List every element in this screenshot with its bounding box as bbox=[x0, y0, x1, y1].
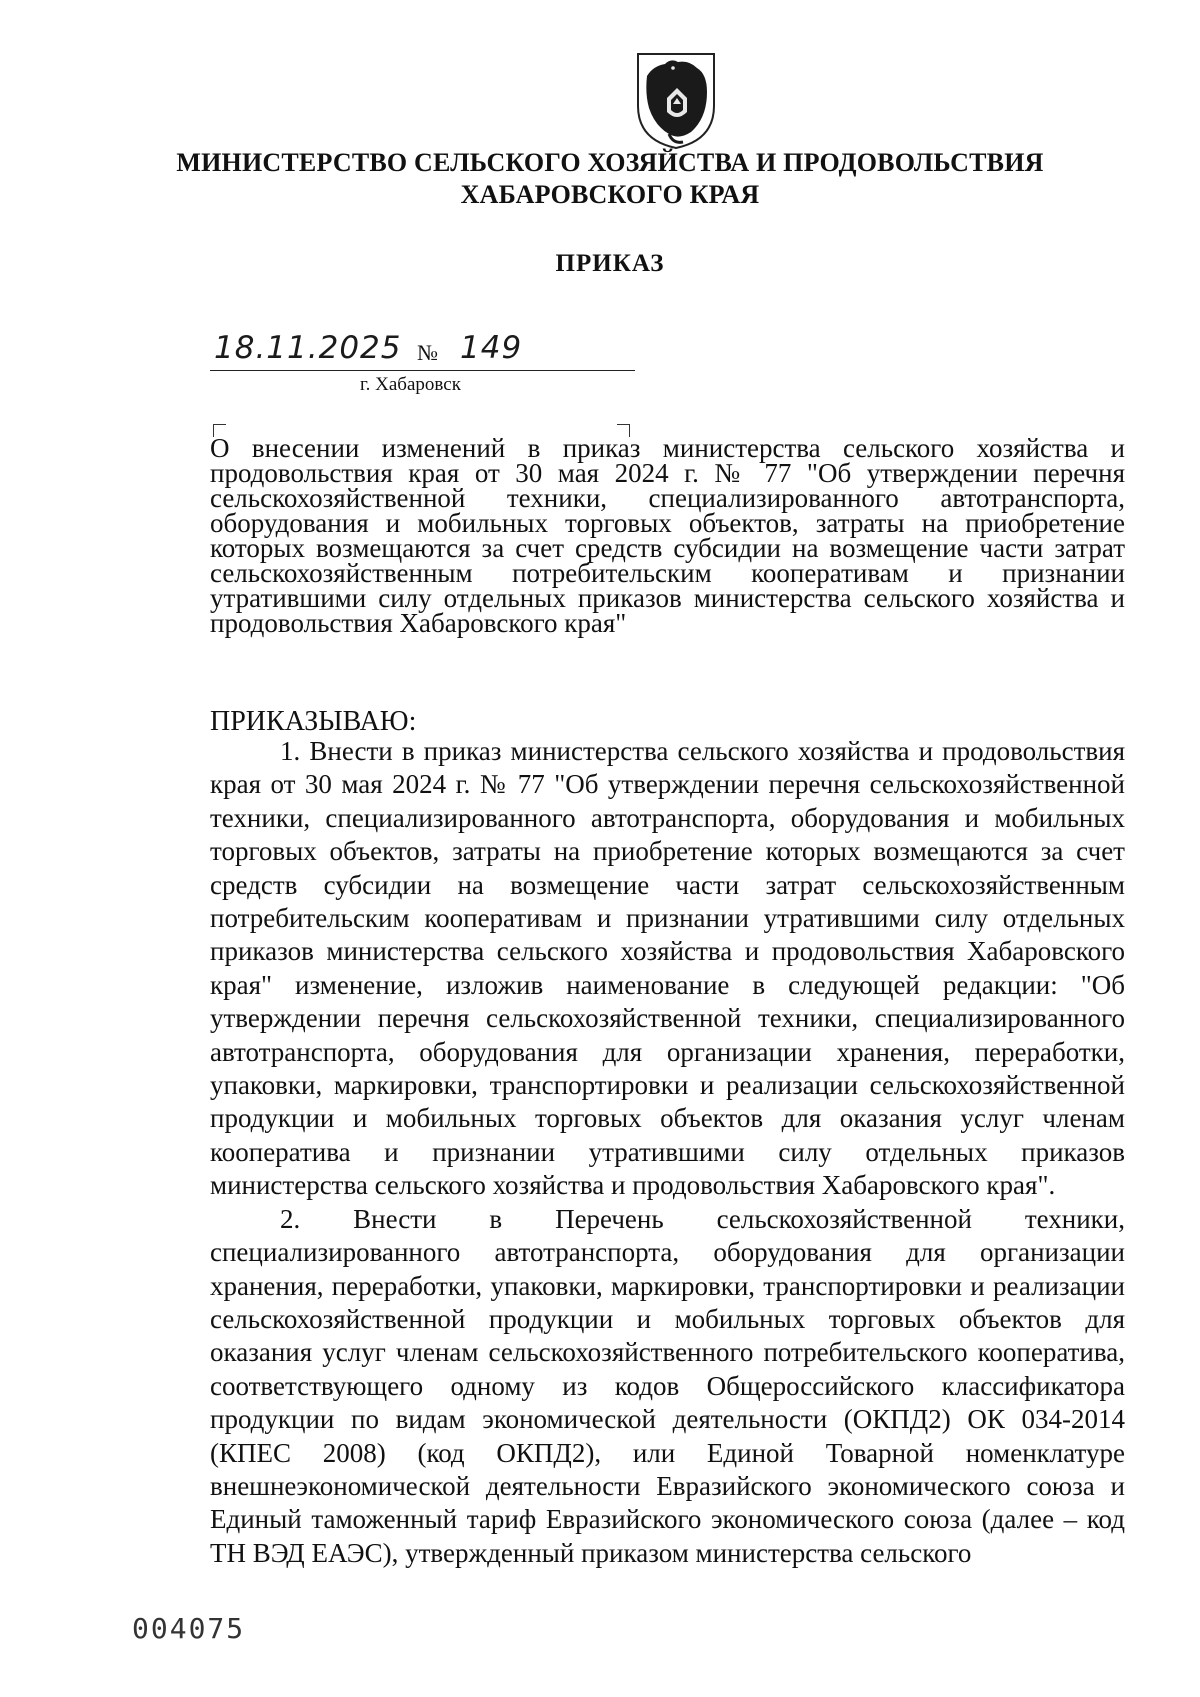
document-subject: О внесении изменений в приказ министерства сельского хозяйства и продовольствия края от 30 мая 2024 г. № 77 "Об утверждении перечня сельскохозяйственной техники, специализированного автотранспорта, оборудования и мобильных торговых объектов, затраты на приобретение которых возмещаются за счет средств субсидии на возмещение части затрат сельскохозяйственным потребительским кооперативам и признании утратившими силу отдельных приказов министерства сельского хозяйства и продовольствия Хабаровского края" bbox=[210, 433, 1125, 638]
coat-of-arms-icon bbox=[633, 48, 719, 152]
document-number: 149 bbox=[460, 330, 523, 366]
document-date: 18.11.2025 bbox=[214, 330, 402, 366]
ministry-line-1: МИНИСТЕРСТВО СЕЛЬСКОГО ХОЗЯЙСТВА И ПРОДОВОЛЬСТВИЯ bbox=[176, 148, 1044, 177]
ministry-line-2: ХАБАРОВСКОГО КРАЯ bbox=[460, 180, 760, 209]
order-word: ПРИКАЗЫВАЮ: bbox=[210, 706, 417, 737]
document-body bbox=[210, 735, 1125, 1570]
paragraph-2: 2. Внести в Перечень сельскохозяйственной техники, специализированного автотранспорта, оборудования для организации хранения, переработки, упаковки, маркировки, транспортировки и реализации сельскохозяйственной продукции и мобильных торговых объектов для оказания услуг членам сельскохозяйственного потребительского кооператива, соответствующего одному из кодов Общероссийского классификатора продукции по видам экономической деятельности (ОКПД2) ОК 034-2014 (КПЕС 2008) (код ОКПД2), или Единой Товарной номенклатуре внешнеэкономической деятельности Евразийского экономического союза и Единый таможенный тариф Евразийского экономического союза (далее – код ТН ВЭД ЕАЭС), утвержденный приказом министерства сельского bbox=[210, 1203, 1125, 1568]
paragraph-1: 1. Внести в приказ министерства сельского хозяйства и продовольствия края от 30 мая 2024 г. № 77 "Об утверждении перечня сельскохозяйственной техники, специализированного автотранспорта, оборудования и мобильных торговых объектов, затраты на приобретение которых возмещаются за счет средств субсидии на возмещение части затрат сельскохозяйственным потребительским кооперативам и признании утратившими силу отдельных приказов министерства сельского хозяйства и продовольствия Хабаровского края" изменение, изложив наименование в следующей редакции: "Об утверждении перечня сельскохозяйственной техники, специализированного автотранспорта, оборудования для организации хранения, переработки, упаковки, маркировки, транспортировки и реализации сельскохозяйственной продукции и мобильных торговых объектов для оказания услуг членам кооператива и признании утратившими силу отдельных приказов министерства сельского хозяйства и продовольствия Хабаровского края". bbox=[210, 736, 1125, 1201]
stamp-number: 004075 bbox=[132, 1612, 246, 1645]
document-type: ПРИКАЗ bbox=[555, 250, 665, 277]
ministry-name bbox=[170, 147, 1050, 211]
registration-line bbox=[210, 330, 635, 371]
number-sign: № bbox=[417, 340, 438, 365]
city: г. Хабаровск bbox=[360, 374, 461, 395]
